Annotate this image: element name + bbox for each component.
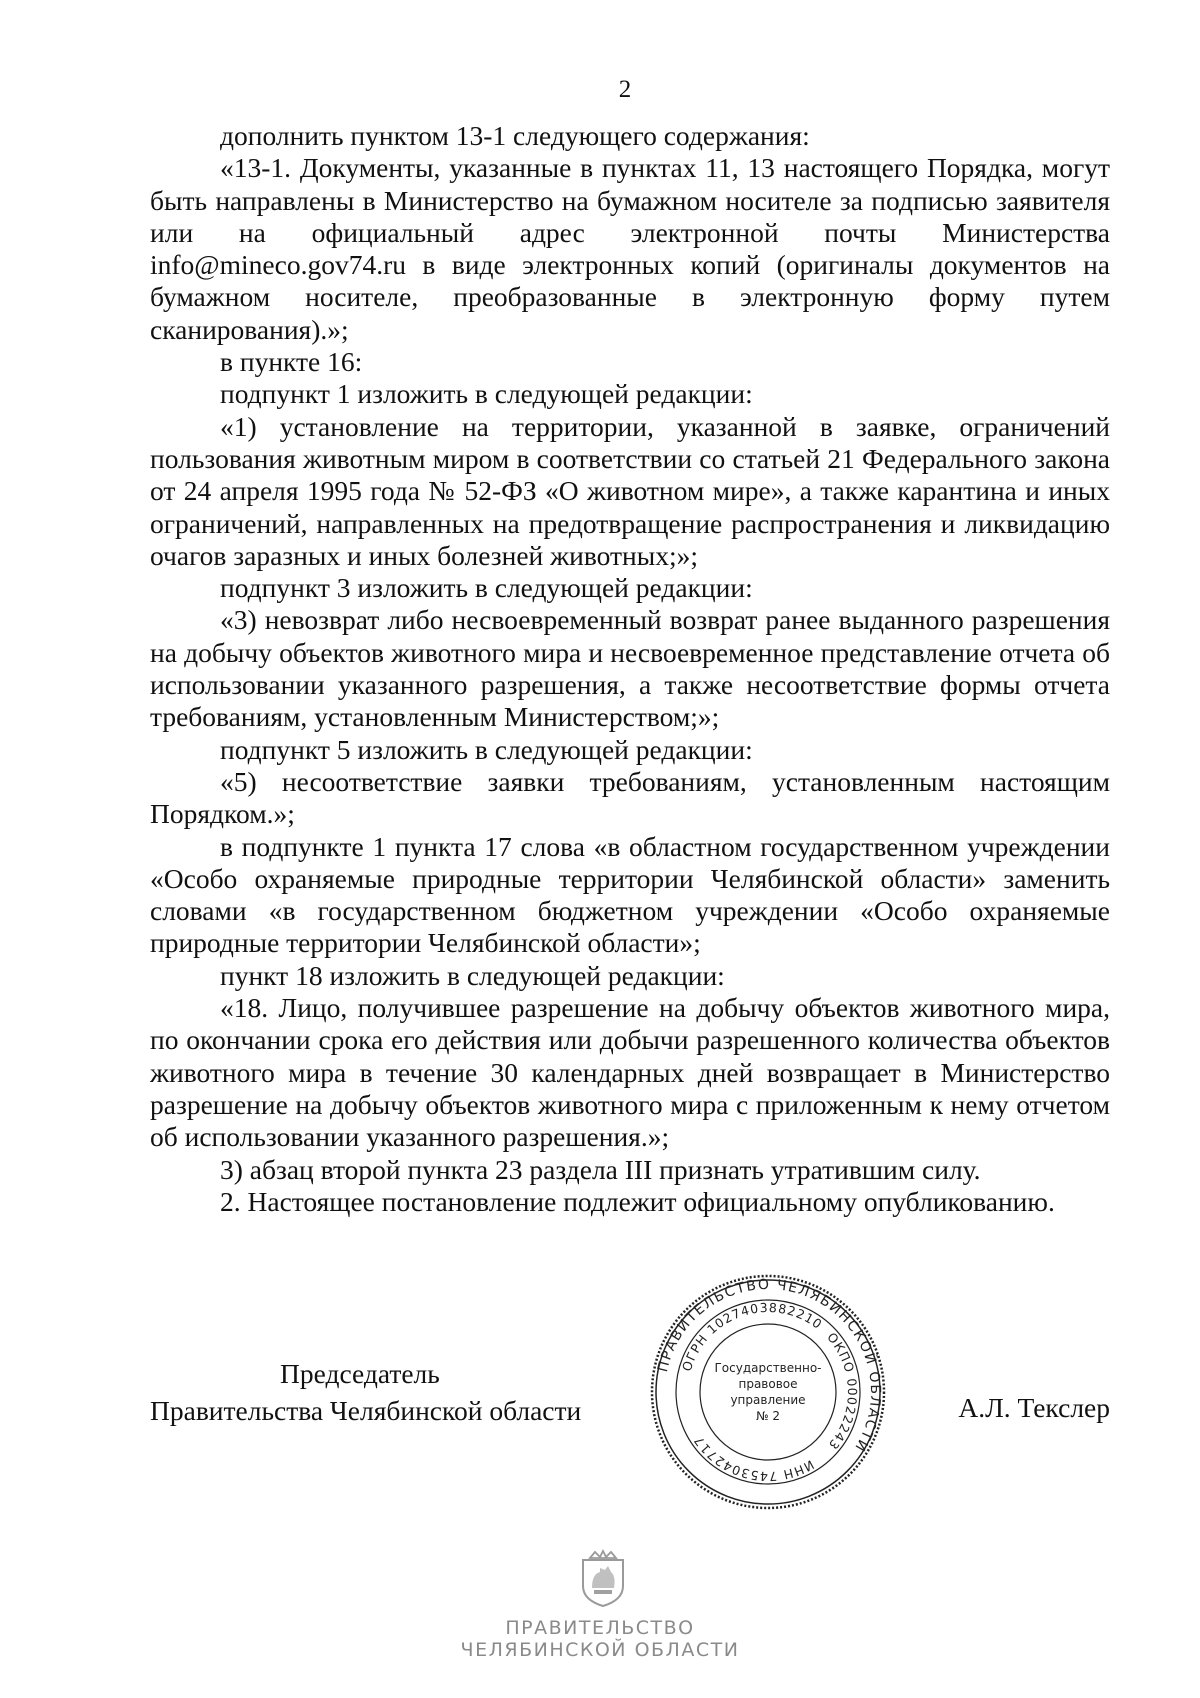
- seal-okpo: ОКПО 00022243: [824, 1329, 861, 1453]
- paragraph-14: 2. Настоящее постановление подлежит официальному опубликованию.: [220, 1185, 1055, 1217]
- seal-center-line4: № 2: [756, 1409, 780, 1423]
- paragraph-12: «18. Лицо, получившее разрешение на добычу объектов животного мира, по окончании срока его действия или добычи разрешенного количества объектов животного мира в течение 30 календарных дней возвращает в Министерство разрешение на добычу объектов животного мира с приложенным к нему отчетом об использовании указанного разрешения.»;: [150, 992, 1110, 1153]
- footer-line1: ПРАВИТЕЛЬСТВО: [505, 1617, 695, 1639]
- paragraph-6: подпункт 3 изложить в следующей редакции:: [220, 572, 753, 604]
- seal-center-line3: управление: [730, 1393, 806, 1407]
- paragraph-11: пункт 18 изложить в следующей редакции:: [220, 959, 725, 991]
- footer-line2: ЧЕЛЯБИНСКОЙ ОБЛАСТИ: [460, 1639, 740, 1661]
- paragraph-13: 3) абзац второй пункта 23 раздела III признать утратившим силу.: [220, 1153, 981, 1185]
- paragraph-8: подпункт 5 изложить в следующей редакции:: [220, 733, 753, 765]
- signatory-title-line2: Правительства Челябинской области: [150, 1395, 582, 1426]
- signatory-name: А.Л. Текслер: [958, 1392, 1110, 1423]
- footer-organization: [0, 1617, 1200, 1661]
- paragraph-5: «1) установление на территории, указанной в заявке, ограничений пользования животным миром в соответствии со статьей 21 Федерального закона от 24 апреля 1995 года № 52-ФЗ «О животном мире», а также карантина и иных ограничений, направленных на предотвращение распространения и ликвидацию очагов заразных и иных болезней животных;»;: [150, 410, 1110, 571]
- paragraph-1: дополнить пунктом 13-1 следующего содержания:: [220, 120, 810, 151]
- paragraph-3: в пункте 16:: [220, 346, 363, 378]
- seal-center-line2: правовое: [738, 1377, 798, 1391]
- coat-of-arms-icon: [578, 1548, 628, 1608]
- seal-center-line1: Государственно-: [714, 1361, 822, 1375]
- seal-outer-text: ПРАВИТЕЛЬСТВО ЧЕЛЯБИНСКОЙ ОБЛАСТИ: [654, 1276, 884, 1455]
- paragraph-7: «3) невозврат либо несвоевременный возврат ранее выданного разрешения на добычу объектов животного мира и несвоевременное представление отчета об использовании указанного разрешения, а также несоответствие формы отчета требованиям, установленным Министерством;»;: [150, 604, 1110, 733]
- document-body: [150, 120, 1110, 1218]
- paragraph-9: «5) несоответствие заявки требованиям, установленным настоящим Порядком.»;: [150, 765, 1110, 830]
- seal-inn: ИНН 7453042717: [690, 1432, 817, 1485]
- page-number: 2: [618, 76, 632, 103]
- signatory-title: [150, 1355, 610, 1429]
- signatory-title-line1: Председатель: [280, 1358, 440, 1389]
- paragraph-2: «13-1. Документы, указанные в пунктах 11, 13 настоящего Порядка, могут быть направлены в Министерство на бумажном носителе за подписью заявителя или на официальный адрес электронной почты Министерства info@mineco.gov74.ru в виде электронных копий (оригиналы документов на бумажном носителе, преобразованные в электронную форму путем сканирования).»;: [150, 152, 1110, 345]
- official-seal-stamp: [648, 1272, 888, 1512]
- paragraph-10: в подпункте 1 пункта 17 слова «в областном государственном учреждении «Особо охраняемые природные территории Челябинской области» заменить словами «в государственном бюджетном учреждении «Особо охраняемые природные территории Челябинской области»;: [150, 830, 1110, 959]
- seal-ogrn: ОГРН 1027403882210: [678, 1299, 826, 1374]
- paragraph-4: подпункт 1 изложить в следующей редакции:: [220, 378, 753, 410]
